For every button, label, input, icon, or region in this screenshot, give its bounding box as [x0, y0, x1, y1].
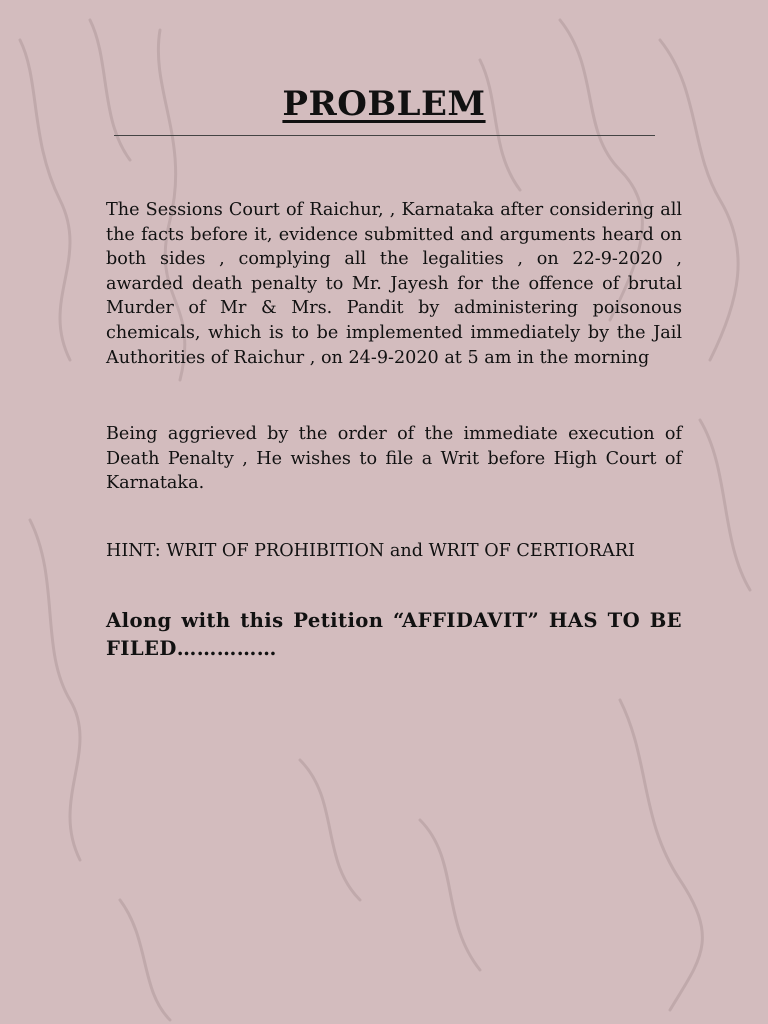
affidavit-note: Along with this Petition “AFFIDAVIT” HAS TO BE FILED…………… — [106, 609, 682, 660]
title-divider — [114, 135, 655, 136]
slide-title: PROBLEM — [282, 84, 486, 124]
hint-text: HINT: WRIT OF PROHIBITION and WRIT OF CERTIORARI — [106, 541, 635, 561]
problem-paragraph-2: Being aggrieved by the order of the immediate execution of Death Penalty , He wishes to file a Writ before High Court of Karnataka. — [106, 424, 682, 494]
problem-paragraph-1: The Sessions Court of Raichur, , Karnataka after considering all the facts before it, evidence submitted and arguments heard on both sides , complying all the legalities , on 22-9-2020 , awarded death penalty to Mr. Jayesh for the offence of brutal Murder of Mr & Mrs. Pandit by administering poisonous chemicals, which is to be implemented immediately by the Jail Authorities of Raichur , on 24-9-2020 at 5 am in the morning — [106, 200, 682, 368]
